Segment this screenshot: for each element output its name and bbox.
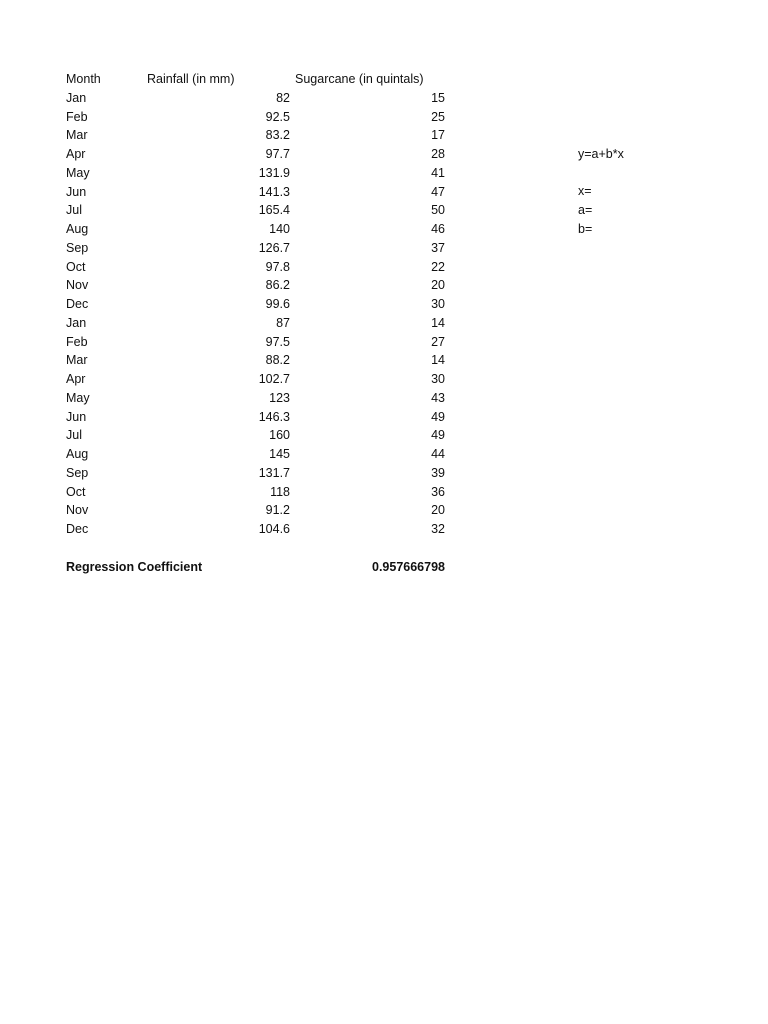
rainfall-cell: 99.6 <box>265 297 290 311</box>
sugarcane-cell: 41 <box>431 165 445 180</box>
rainfall-cell: 86.2 <box>265 278 290 293</box>
month-cell: Feb <box>66 334 88 349</box>
table-row <box>66 426 466 445</box>
table-row <box>66 183 466 202</box>
rainfall-cell: 160 <box>269 428 290 443</box>
regression-value: 0.957666798 <box>372 559 445 574</box>
sugarcane-cell: 46 <box>431 222 445 236</box>
rainfall-cell: 92.5 <box>265 109 290 124</box>
sugarcane-cell: 30 <box>431 297 445 311</box>
month-cell: Jun <box>66 409 87 424</box>
table-row <box>66 276 466 295</box>
rainfall-cell: 97.7 <box>265 147 290 161</box>
table-row <box>66 89 466 108</box>
regression-row <box>66 558 466 577</box>
month-cell: Jan <box>66 315 87 330</box>
table-row <box>66 220 466 239</box>
table-row <box>66 501 466 520</box>
month-cell: Nov <box>66 278 89 293</box>
sugarcane-cell: 28 <box>431 147 445 161</box>
month-cell: Mar <box>66 128 88 143</box>
month-cell: Oct <box>66 484 86 499</box>
month-cell: Aug <box>66 222 89 236</box>
rainfall-cell: 88.2 <box>265 353 290 368</box>
sugarcane-cell: 25 <box>431 109 445 124</box>
formula-x-label: x= <box>578 184 592 198</box>
month-column-header: Month <box>66 72 101 86</box>
month-cell: Dec <box>66 297 89 311</box>
table-body <box>66 89 466 539</box>
rainfall-cell: 145 <box>269 447 290 461</box>
table-row <box>66 295 466 314</box>
rainfall-cell: 97.5 <box>265 334 290 349</box>
sugarcane-cell: 50 <box>431 203 445 218</box>
sugarcane-cell: 43 <box>431 390 445 405</box>
month-cell: Mar <box>66 353 88 368</box>
rainfall-cell: 91.2 <box>265 503 290 518</box>
sugarcane-cell: 44 <box>431 447 445 461</box>
table-row <box>66 408 466 427</box>
rainfall-cell: 146.3 <box>258 409 290 424</box>
rainfall-cell: 87 <box>276 315 290 330</box>
sugarcane-cell: 15 <box>431 90 445 105</box>
sugarcane-cell: 32 <box>431 522 445 536</box>
table-row <box>66 164 466 183</box>
table-row <box>66 351 466 370</box>
rainfall-cell: 123 <box>269 390 290 405</box>
rainfall-cell: 131.9 <box>258 165 290 180</box>
rainfall-cell: 140 <box>269 222 290 236</box>
month-cell: Sep <box>66 465 89 480</box>
table-row <box>66 370 466 389</box>
rainfall-cell: 104.6 <box>258 522 290 536</box>
table-row <box>66 389 466 408</box>
sugarcane-cell: 37 <box>431 240 445 255</box>
month-cell: Apr <box>66 147 86 161</box>
sugarcane-column-header: Sugarcane (in quintals) <box>295 72 424 86</box>
month-cell: Sep <box>66 240 89 255</box>
table-row <box>66 258 466 277</box>
table-row <box>66 464 466 483</box>
table-row <box>66 520 466 539</box>
table-row <box>66 108 466 127</box>
month-cell: Jul <box>66 203 82 218</box>
month-cell: Feb <box>66 109 88 124</box>
table-row <box>66 201 466 220</box>
month-cell: May <box>66 165 90 180</box>
formula-a-label: a= <box>578 203 593 217</box>
rainfall-cell: 82 <box>276 90 290 105</box>
rainfall-cell: 97.8 <box>265 259 290 274</box>
table-row <box>66 445 466 464</box>
data-table <box>66 70 466 576</box>
table-header-row <box>66 70 466 89</box>
table-row <box>66 239 466 258</box>
sugarcane-cell: 36 <box>431 484 445 499</box>
rainfall-cell: 165.4 <box>258 203 290 218</box>
sugarcane-cell: 22 <box>431 259 445 274</box>
month-cell: May <box>66 390 90 405</box>
sugarcane-cell: 20 <box>431 503 445 518</box>
table-row <box>66 145 466 164</box>
rainfall-cell: 126.7 <box>258 240 290 255</box>
blank-row <box>66 539 466 558</box>
month-cell: Jun <box>66 184 87 199</box>
rainfall-cell: 102.7 <box>258 372 290 386</box>
table-row <box>66 126 466 145</box>
formula-b-label: b= <box>578 222 593 236</box>
table-row <box>66 314 466 333</box>
rainfall-cell: 131.7 <box>258 465 290 480</box>
sugarcane-cell: 47 <box>431 184 445 199</box>
sugarcane-cell: 49 <box>431 428 445 443</box>
sugarcane-cell: 39 <box>431 465 445 480</box>
month-cell: Jul <box>66 428 82 443</box>
sugarcane-cell: 27 <box>431 334 445 349</box>
rainfall-cell: 141.3 <box>258 184 290 199</box>
rainfall-column-header: Rainfall (in mm) <box>147 72 235 86</box>
table-row <box>66 333 466 352</box>
month-cell: Oct <box>66 259 86 274</box>
sugarcane-cell: 17 <box>431 128 445 143</box>
sugarcane-cell: 14 <box>431 353 445 368</box>
sugarcane-cell: 20 <box>431 278 445 293</box>
sugarcane-cell: 14 <box>431 315 445 330</box>
regression-label: Regression Coefficient <box>66 559 203 574</box>
rainfall-cell: 118 <box>270 484 290 499</box>
sugarcane-cell: 49 <box>431 409 445 424</box>
month-cell: Nov <box>66 503 89 518</box>
formula-equation: y=a+b*x <box>578 147 624 161</box>
rainfall-cell: 83.2 <box>265 128 290 143</box>
month-cell: Dec <box>66 522 89 536</box>
month-cell: Apr <box>66 372 86 386</box>
month-cell: Aug <box>66 447 89 461</box>
table-row <box>66 483 466 502</box>
month-cell: Jan <box>66 90 87 105</box>
sugarcane-cell: 30 <box>431 372 445 386</box>
